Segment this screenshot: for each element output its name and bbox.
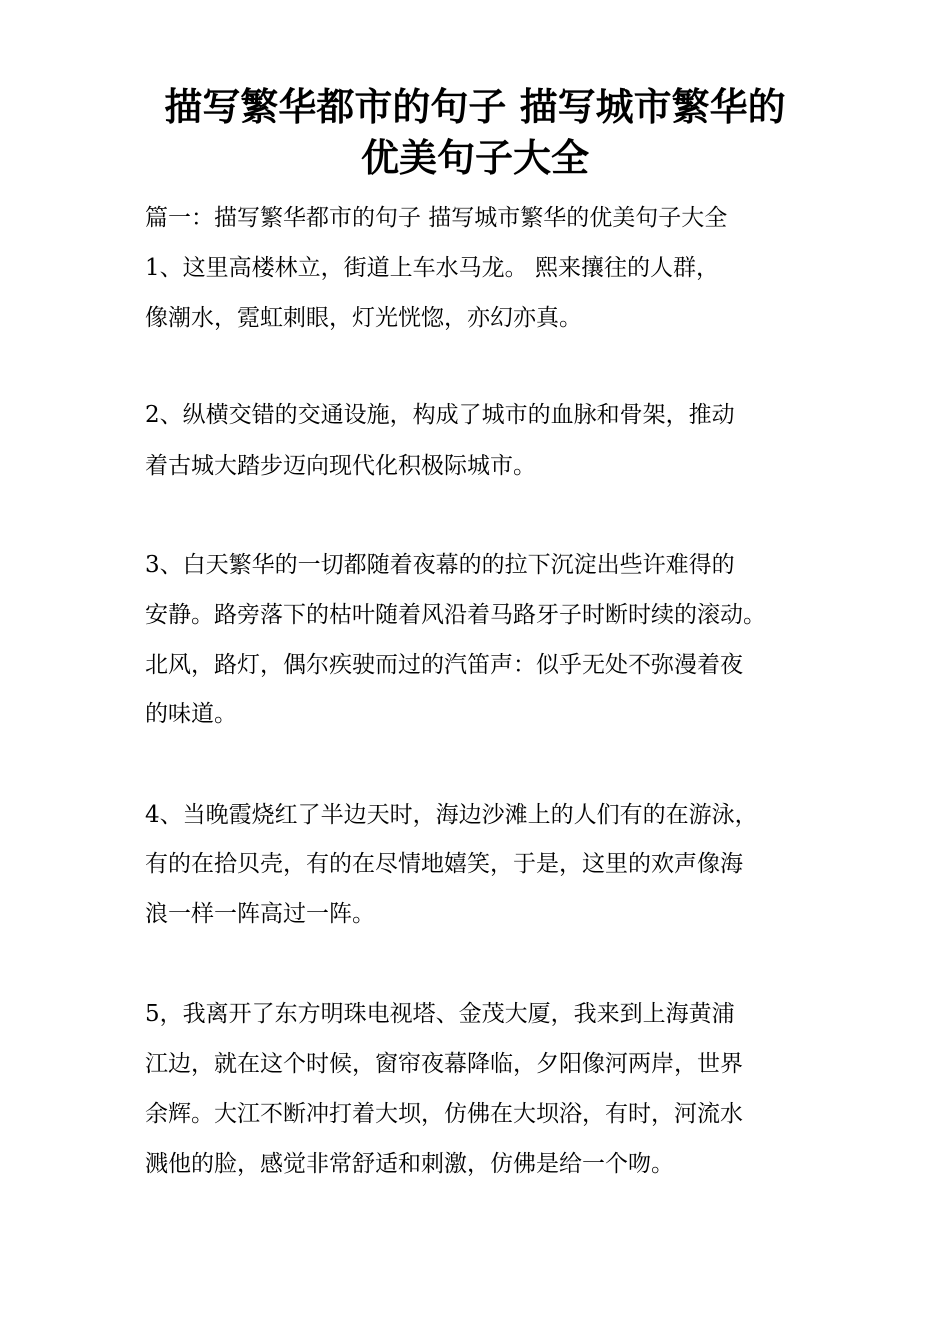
paragraph-3-line-2: 安静。路旁落下的枯叶随着风沿着马路牙子时断时续的滚动。 xyxy=(145,602,766,628)
paragraph-2-line-1: 2、纵横交错的交通设施，构成了城市的血脉和骨架，推动 xyxy=(145,402,735,428)
paragraph-5-line-2: 江边，就在这个时候，窗帘夜幕降临，夕阳像河两岸，世界 xyxy=(145,1051,743,1077)
paragraph-1-line-2: 像潮水，霓虹刺眼，灯光恍惚，亦幻亦真。 xyxy=(145,305,582,331)
paragraph-5-line-4: 溅他的脸，感觉非常舒适和刺激，仿佛是给一个吻。 xyxy=(145,1151,674,1177)
section-heading: 篇一：描写繁华都市的句子 描写城市繁华的优美句子大全 xyxy=(145,205,728,231)
paragraph-3-line-3: 北风，路灯，偶尔疾驶而过的汽笛声：似乎无处不弥漫着夜 xyxy=(145,652,743,678)
document-title-line-2: 优美句子大全 xyxy=(360,135,589,180)
paragraph-3-line-4: 的味道。 xyxy=(145,701,237,727)
paragraph-5-line-1: 5，我离开了东方明珠电视塔、金茂大厦，我来到上海黄浦 xyxy=(145,1001,735,1027)
paragraph-4-line-2: 有的在拾贝壳，有的在尽情地嬉笑，于是，这里的欢声像海 xyxy=(145,851,743,877)
paragraph-2-line-2: 着古城大踏步迈向现代化积极际城市。 xyxy=(145,453,536,479)
paragraph-4-line-3: 浪一样一阵高过一阵。 xyxy=(145,901,375,927)
paragraph-5-line-3: 余辉。大江不断冲打着大坝，仿佛在大坝浴，有时，河流水 xyxy=(145,1101,743,1127)
paragraph-3-line-1: 3、白天繁华的一切都随着夜幕的的拉下沉淀出些许难得的 xyxy=(145,552,735,578)
paragraph-4-line-1: 4、当晚霞烧红了半边天时，海边沙滩上的人们有的在游泳， xyxy=(145,802,758,828)
document-title-line-1: 描写繁华都市的句子 描写城市繁华的 xyxy=(164,84,786,129)
paragraph-1-line-1: 1、这里高楼林立，街道上车水马龙。 熙来攘往的人群， xyxy=(145,255,719,281)
